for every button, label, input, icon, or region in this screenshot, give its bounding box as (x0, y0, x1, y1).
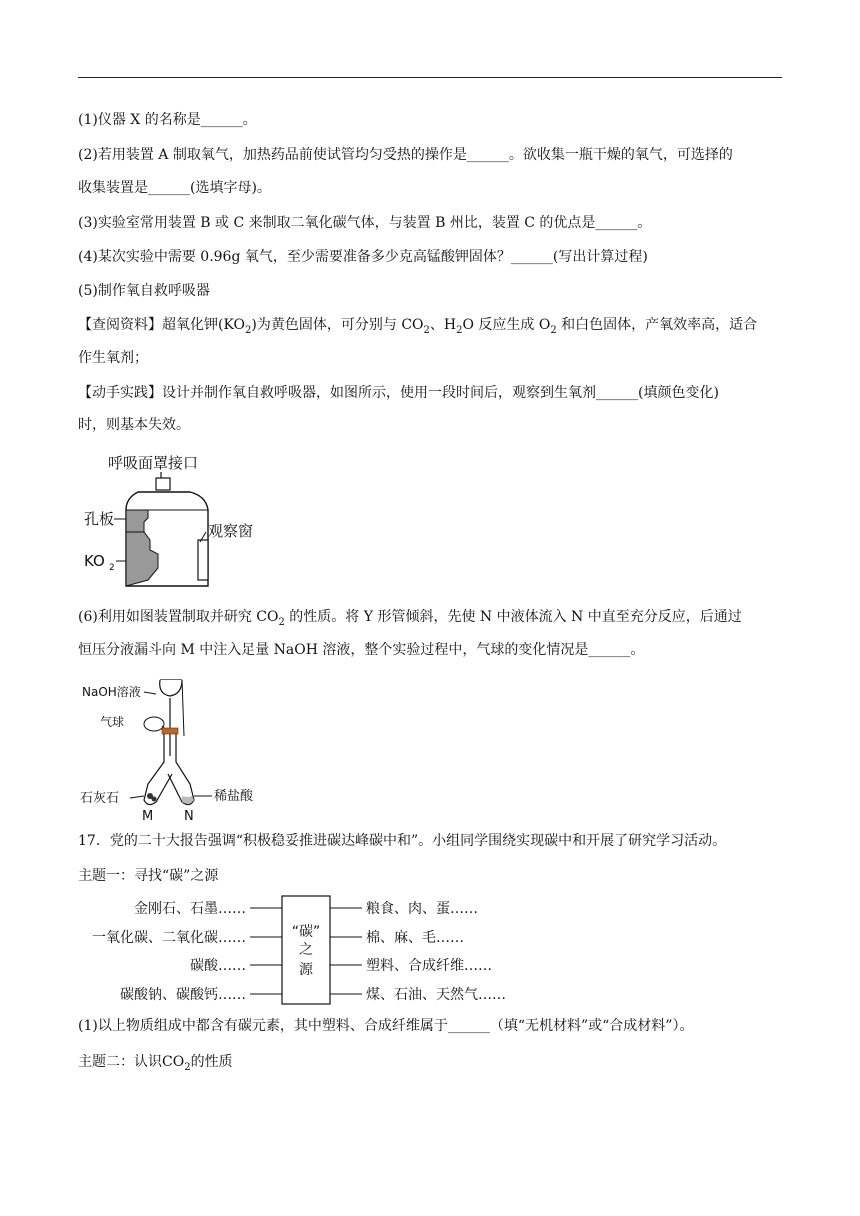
right-item: 塑料、合成纤维…… (366, 958, 492, 974)
left-item: 碳酸…… (190, 958, 246, 974)
q17-theme1: 主题一：寻找“碳”之源 (78, 868, 219, 884)
right-item: 粮食、肉、蛋…… (366, 901, 478, 917)
balloon-label: 气球 (100, 715, 125, 729)
left-item: 一氧化碳、二氧化碳…… (92, 930, 246, 946)
q16-part5-info-line1: 【查阅资料】超氧化钾$(KO_2)$为黄色固体，可分别与 $CO_2$、$H_2O$ 反应生成 $O_2$ 和白色固体，产氧效率高，适合 (78, 317, 758, 336)
q16-part6-line2: 恒压分液漏斗向 M 中注入足量 NaOH 溶液，整个实验过程中，气球的变化情况是______。 (78, 642, 645, 658)
carbon-source-diagram (78, 890, 538, 1010)
q16-part5-title: (5)制作氧自救呼吸器 (78, 283, 210, 299)
respirator-figure (78, 448, 278, 588)
mask-interface-label: 呼吸面罩接口 (108, 454, 199, 472)
center-label-3: 源 (299, 962, 313, 978)
perforated-plate-label: 孔板 (84, 510, 115, 528)
right-item: 煤、石油、天然气…… (366, 987, 506, 1003)
q16-part2-line1: (2)若用装置 A 制取氧气，加热药品前使试管均匀受热的操作是______。欲收集一瓶干燥的氧气，可选择的 (78, 147, 733, 163)
ko2-label: KO (84, 552, 105, 570)
q17-intro: 17．党的二十大报告强调“积极稳妥推进碳达峰碳中和”。小组同学围绕实现碳中和开展了研究学习活动。 (78, 833, 727, 849)
tube-m-label: M (142, 809, 154, 824)
naoh-label: NaOH溶液 (82, 685, 141, 699)
q16-part6-line1: (6)利用如图装置制取并研究 $CO_2$ 的性质。将 Y 形管倾斜，先使 N 中液体流入 N 中直至充分反应，后通过 (78, 609, 742, 628)
q16-part5-practice-line2: 时，则基本失效。 (78, 417, 190, 433)
left-item: 金刚石、石墨…… (134, 901, 246, 917)
dilute-hcl-label: 稀盐酸 (214, 789, 254, 804)
left-item: 碳酸钠、碳酸钙…… (120, 987, 246, 1003)
q16-part5-practice-line1: 【动手实践】设计并制作氧自救呼吸器，如图所示，使用一段时间后，观察到生氧剂______(填颜色变化) (78, 385, 719, 401)
center-label-2: 之 (299, 942, 313, 958)
ko2-subscript: 2 (109, 563, 115, 573)
limestone-label: 石灰石 (80, 791, 120, 806)
q17-theme2: 主题二：认识$CO_2$的性质 (78, 1054, 233, 1073)
y-tube-figure (78, 672, 278, 824)
right-item: 棉、麻、毛…… (366, 930, 464, 946)
center-label-1: “碳” (291, 924, 321, 940)
tube-n-label: N (184, 809, 194, 824)
q17-part1: (1)以上物质组成中都含有碳元素，其中塑料、合成纤维属于______（填“无机材料”或“合成材料”）。 (78, 1018, 694, 1034)
q16-part2-line2: 收集装置是______(选填字母)。 (78, 180, 271, 196)
q16-part5-info-line2: 作生氧剂； (78, 350, 148, 366)
observation-window-label: 观察窗 (208, 522, 254, 540)
q16-part1: (1)仪器 X 的名称是______。 (78, 112, 257, 128)
q16-part3: (3)实验室常用装置 B 或 C 来制取二氧化碳气体，与装置 B 州比，装置 C 的优点是______。 (78, 215, 652, 231)
q16-part4: (4)某次实验中需要 0.96g 氧气，至少需要准备多少克高锰酸钾固体？______(写出计算过程) (78, 249, 648, 265)
header-rule (78, 77, 782, 78)
